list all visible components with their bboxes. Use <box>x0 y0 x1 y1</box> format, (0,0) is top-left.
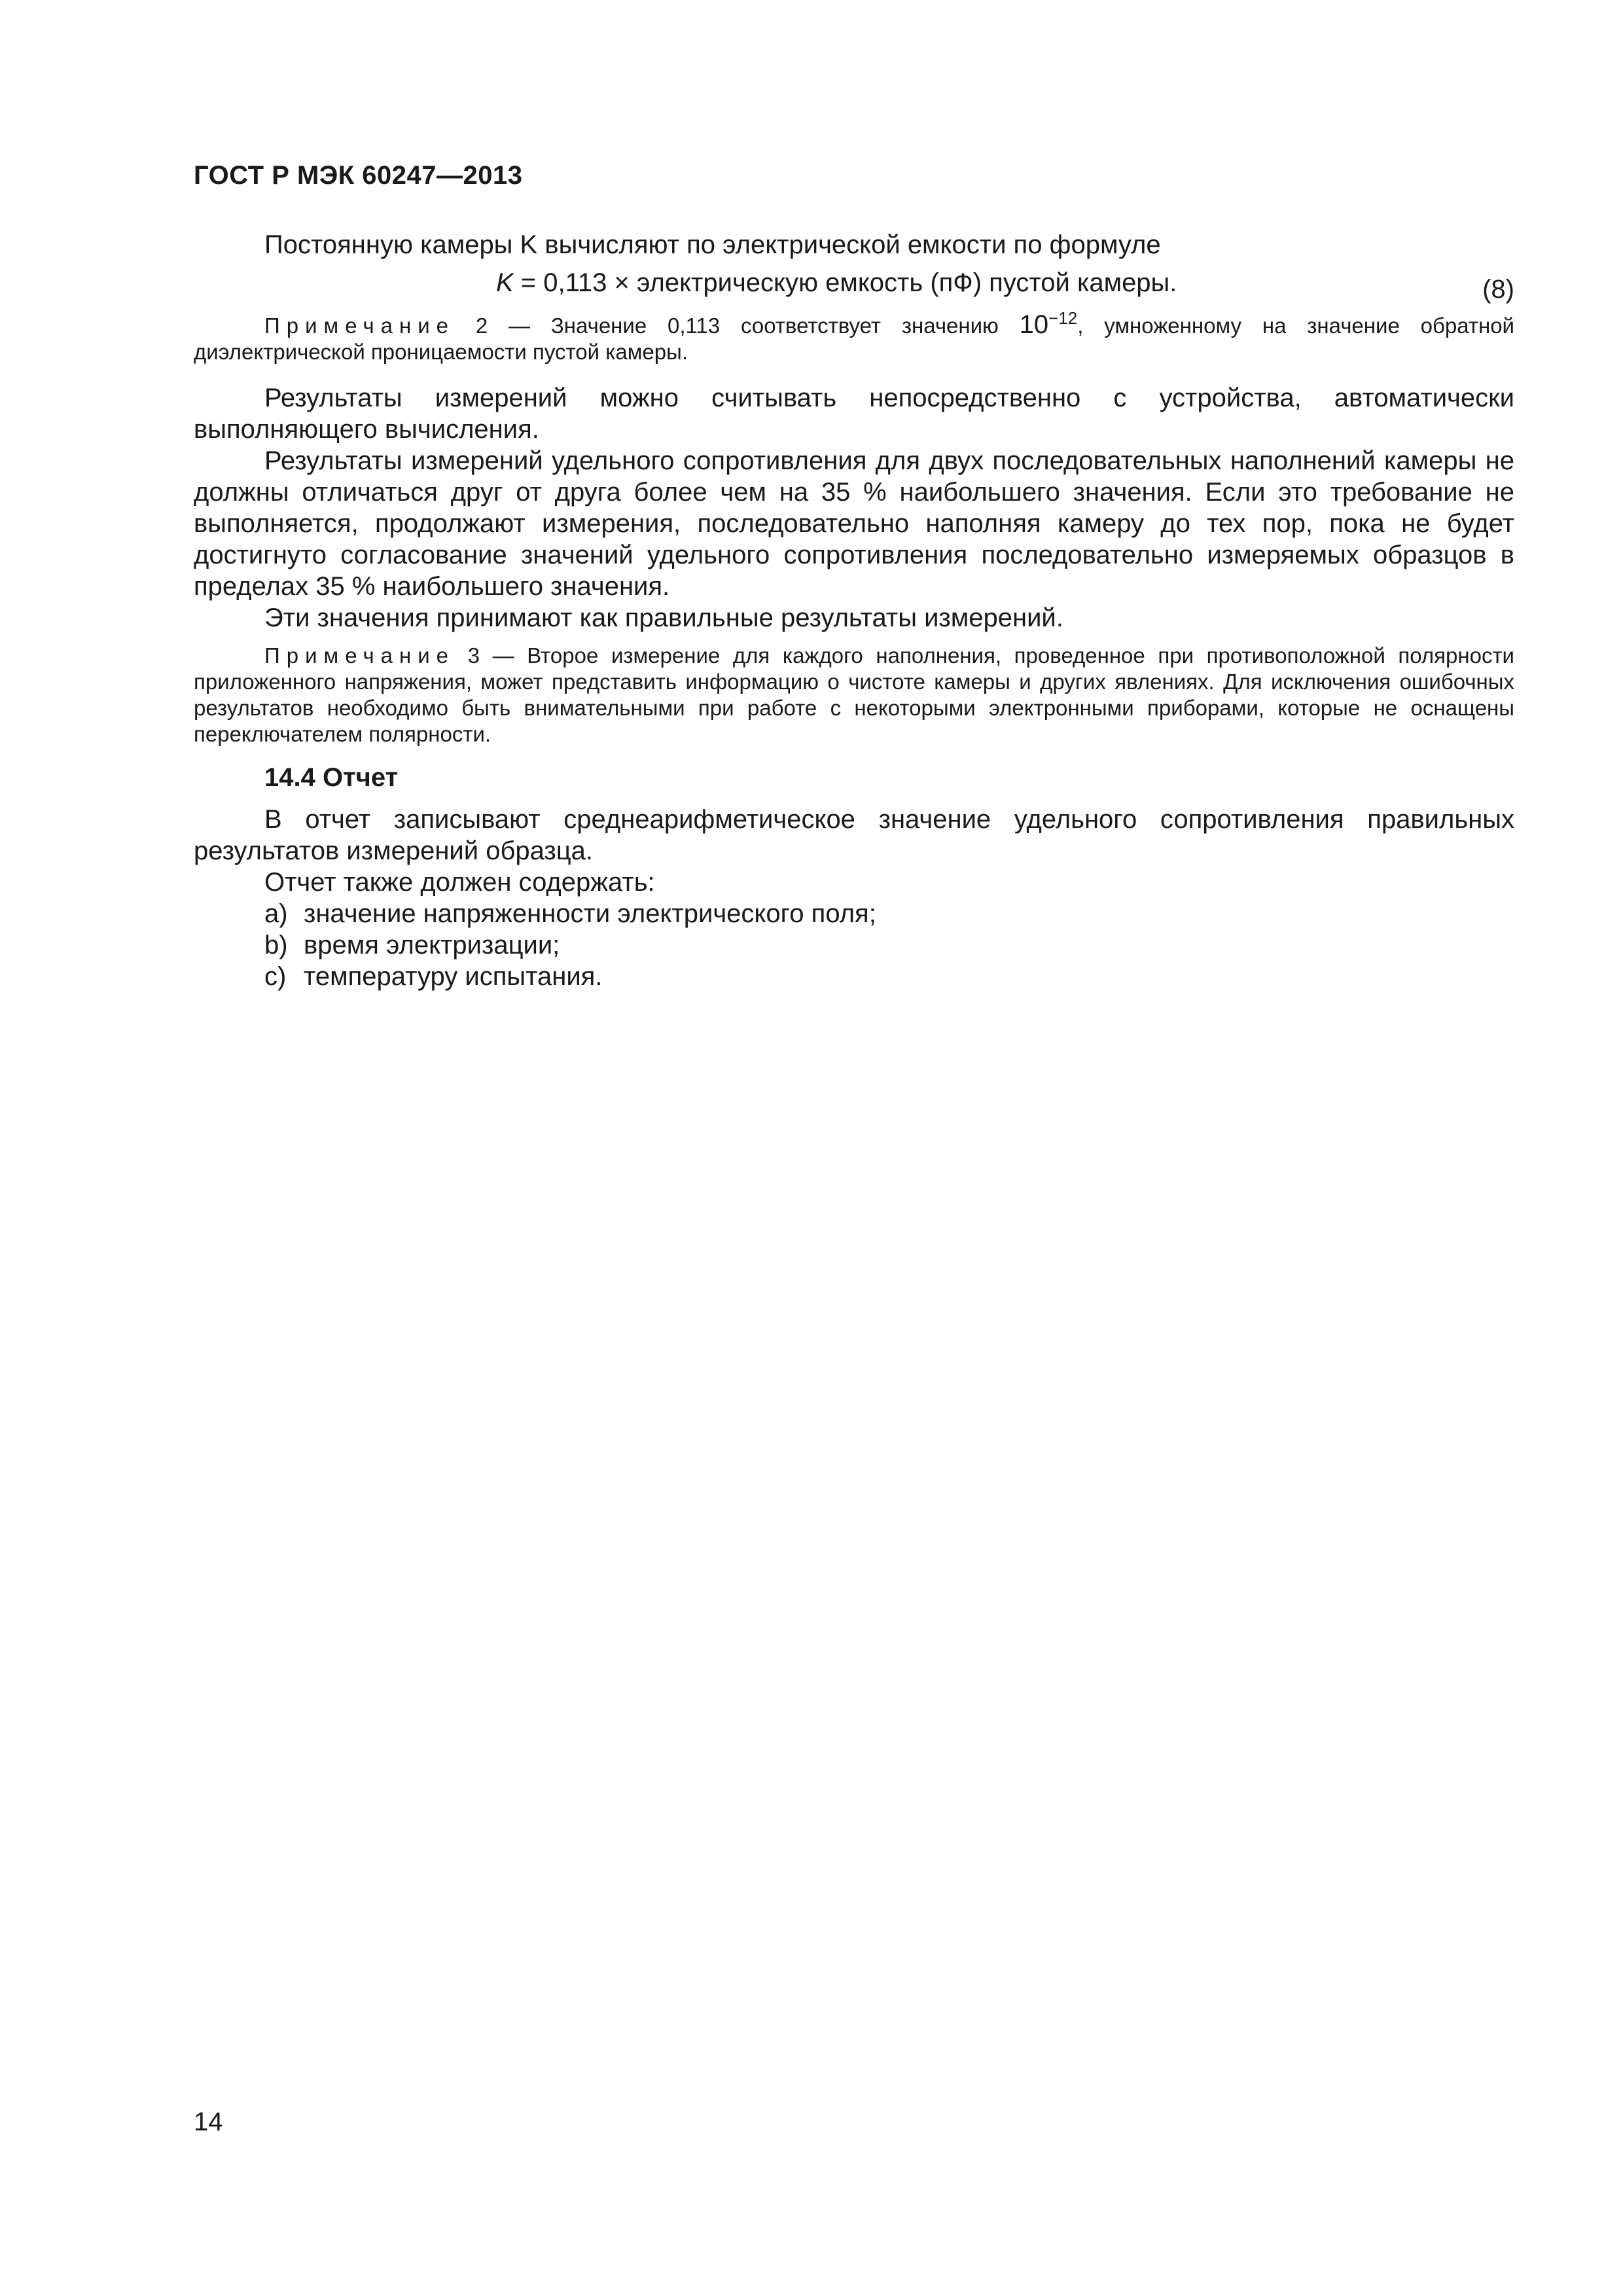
section-title: 14.4 Отчет <box>264 763 399 792</box>
list-marker: c) <box>264 962 287 991</box>
formula-number: (8) <box>1482 275 1514 304</box>
note-3-text: 3 — Второе измерение для каждого наполнения, проведенное при противоположной полярности приложенного напряжения, может представить информацию о чистоте камеры и других явлениях. Для исключения ошибочных результатов необходимо быть внимательными при работе с некоторыми электронными приборами, которые не оснащены переключателем полярности. <box>194 643 1514 746</box>
note-2-lead: 2 — Значение 0,113 соответствует значению <box>455 314 1020 338</box>
note-3 <box>194 643 1514 747</box>
page-content <box>194 229 1514 992</box>
document-header: ГОСТ Р МЭК 60247—2013 <box>194 161 523 190</box>
paragraph-resistivity: Результаты измерений удельного сопротивления для двух последовательных наполнений камеры не должны отличаться друг от друга более чем на 35 % наибольшего значения. Если это требование не выполняется, продолжают измерения, последовательно наполняя камеру до тех пор, пока не будет достигнуто согласование значений удельного сопротивления последовательно измеряемых образцов в пределах 35 % наибольшего значения. <box>194 446 1514 601</box>
formula-variable: K <box>496 268 514 297</box>
note-2 <box>194 308 1514 365</box>
list-marker: b) <box>264 931 288 960</box>
page-number: 14 <box>194 2108 223 2136</box>
note-2-rest: , умноженному на значение обратной диэлектрической проницаемости пустой камеры. <box>194 314 1514 364</box>
list-text: время электризации; <box>304 931 560 960</box>
note-2-base: 10 <box>1019 310 1049 339</box>
paragraph-accepted: Эти значения принимают как правильные результаты измерений. <box>264 603 1063 632</box>
formula-8 <box>194 264 1514 305</box>
list-item <box>194 898 1514 929</box>
list-item <box>194 929 1514 961</box>
note-label: Примечание <box>264 643 455 668</box>
note-label: Примечание <box>264 314 455 338</box>
formula-intro: Постоянную камеры K вычисляют по электрической емкости по формуле <box>264 230 1161 259</box>
paragraph-report: В отчет записывают среднеарифметическое значение удельного сопротивления правильных результатов измерений образца. <box>194 805 1514 865</box>
list-text: температуру испытания. <box>304 962 603 991</box>
paragraph-report-contents: Отчет также должен содержать: <box>264 868 655 897</box>
note-2-exponent: −12 <box>1048 308 1078 328</box>
list-marker: a) <box>264 899 288 928</box>
formula-body: = 0,113 × электрическую емкость (пФ) пустой камеры. <box>513 268 1177 297</box>
list-item <box>194 961 1514 992</box>
list-text: значение напряженности электрического поля; <box>304 899 876 928</box>
paragraph-direct-reading: Результаты измерений можно считывать непосредственно с устройства, автоматически выполняющего вычисления. <box>194 384 1514 444</box>
formula-expression <box>496 267 1177 298</box>
